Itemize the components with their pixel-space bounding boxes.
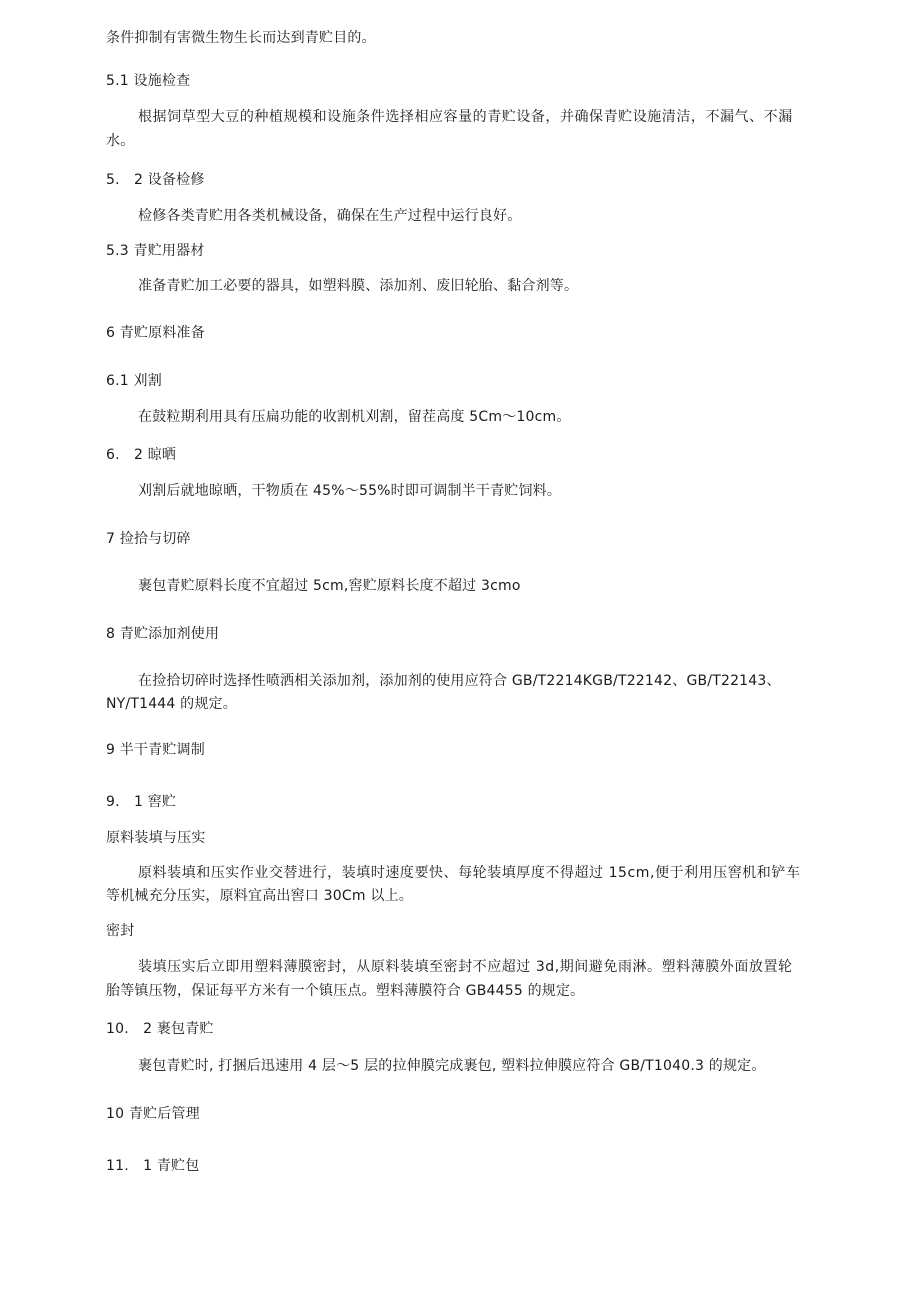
section-heading-10: 10 青贮后管理	[106, 1106, 200, 1122]
section-heading-11-1: 11. 1 青贮包	[106, 1158, 200, 1174]
body-text: 等机械充分压实，原料宜高出窖口 30Cm 以上。	[106, 888, 413, 904]
body-text: 原料装填和压实作业交替进行，装填时速度要快、每轮装填厚度不得超过 15cm,便于利用压窖机和铲车	[138, 865, 801, 881]
body-text: 裹包青贮时, 打捆后迅速用 4 层～5 层的拉伸膜完成裹包, 塑料拉伸膜应符合 GB/T1040.3 的规定。	[138, 1058, 766, 1074]
body-text: 根据饲草型大豆的种植规模和设施条件选择相应容量的青贮设备，并确保青贮设施清洁，不漏气、不漏	[138, 109, 793, 125]
sub-heading: 原料装填与压实	[106, 830, 206, 846]
body-text: 水。	[106, 133, 135, 149]
body-text: 准备青贮加工必要的器具，如塑料膜、添加剂、废旧轮胎、黏合剂等。	[138, 278, 579, 294]
section-heading-6-2: 6. 2 晾晒	[106, 447, 177, 463]
body-text: 在捡拾切碎时选择性喷洒相关添加剂，添加剂的使用应符合 GB/T2214KGB/T22142、GB/T22143、	[138, 673, 781, 689]
section-heading-6: 6 青贮原料准备	[106, 325, 205, 341]
body-text: 胎等镇压物，保证每平方米有一个镇压点。塑料薄膜符合 GB4455 的规定。	[106, 983, 585, 999]
sub-heading: 密封	[106, 923, 135, 939]
body-text: 条件抑制有害微生物生长而达到青贮目的。	[106, 30, 376, 46]
section-heading-5-1: 5.1 设施检查	[106, 73, 191, 89]
section-heading-6-1: 6.1 刈割	[106, 373, 162, 389]
body-text: NY/T1444 的规定。	[106, 696, 237, 712]
body-text: 裹包青贮原料长度不宜超过 5cm,窖贮原料长度不超过 3cmo	[138, 578, 521, 594]
section-heading-5-2: 5. 2 设备检修	[106, 172, 205, 188]
body-text: 装填压实后立即用塑料薄膜密封，从原料装填至密封不应超过 3d,期间避免雨淋。塑料薄膜外面放置轮	[138, 959, 793, 975]
body-text: 在鼓粒期利用具有压扁功能的收割机刈割，留茬高度 5Cm～10cm。	[138, 409, 571, 425]
section-heading-8: 8 青贮添加剂使用	[106, 626, 220, 642]
body-text: 检修各类青贮用各类机械设备，确保在生产过程中运行良好。	[138, 208, 522, 224]
section-heading-10-2: 10. 2 裹包青贮	[106, 1021, 214, 1037]
section-heading-5-3: 5.3 青贮用器材	[106, 243, 205, 259]
section-heading-9: 9 半干青贮调制	[106, 742, 205, 758]
section-heading-9-1: 9. 1 窖贮	[106, 794, 177, 810]
section-heading-7: 7 捡拾与切碎	[106, 531, 191, 547]
body-text: 刈割后就地晾晒，干物质在 45%～55%时即可调制半干青贮饲料。	[138, 483, 562, 499]
